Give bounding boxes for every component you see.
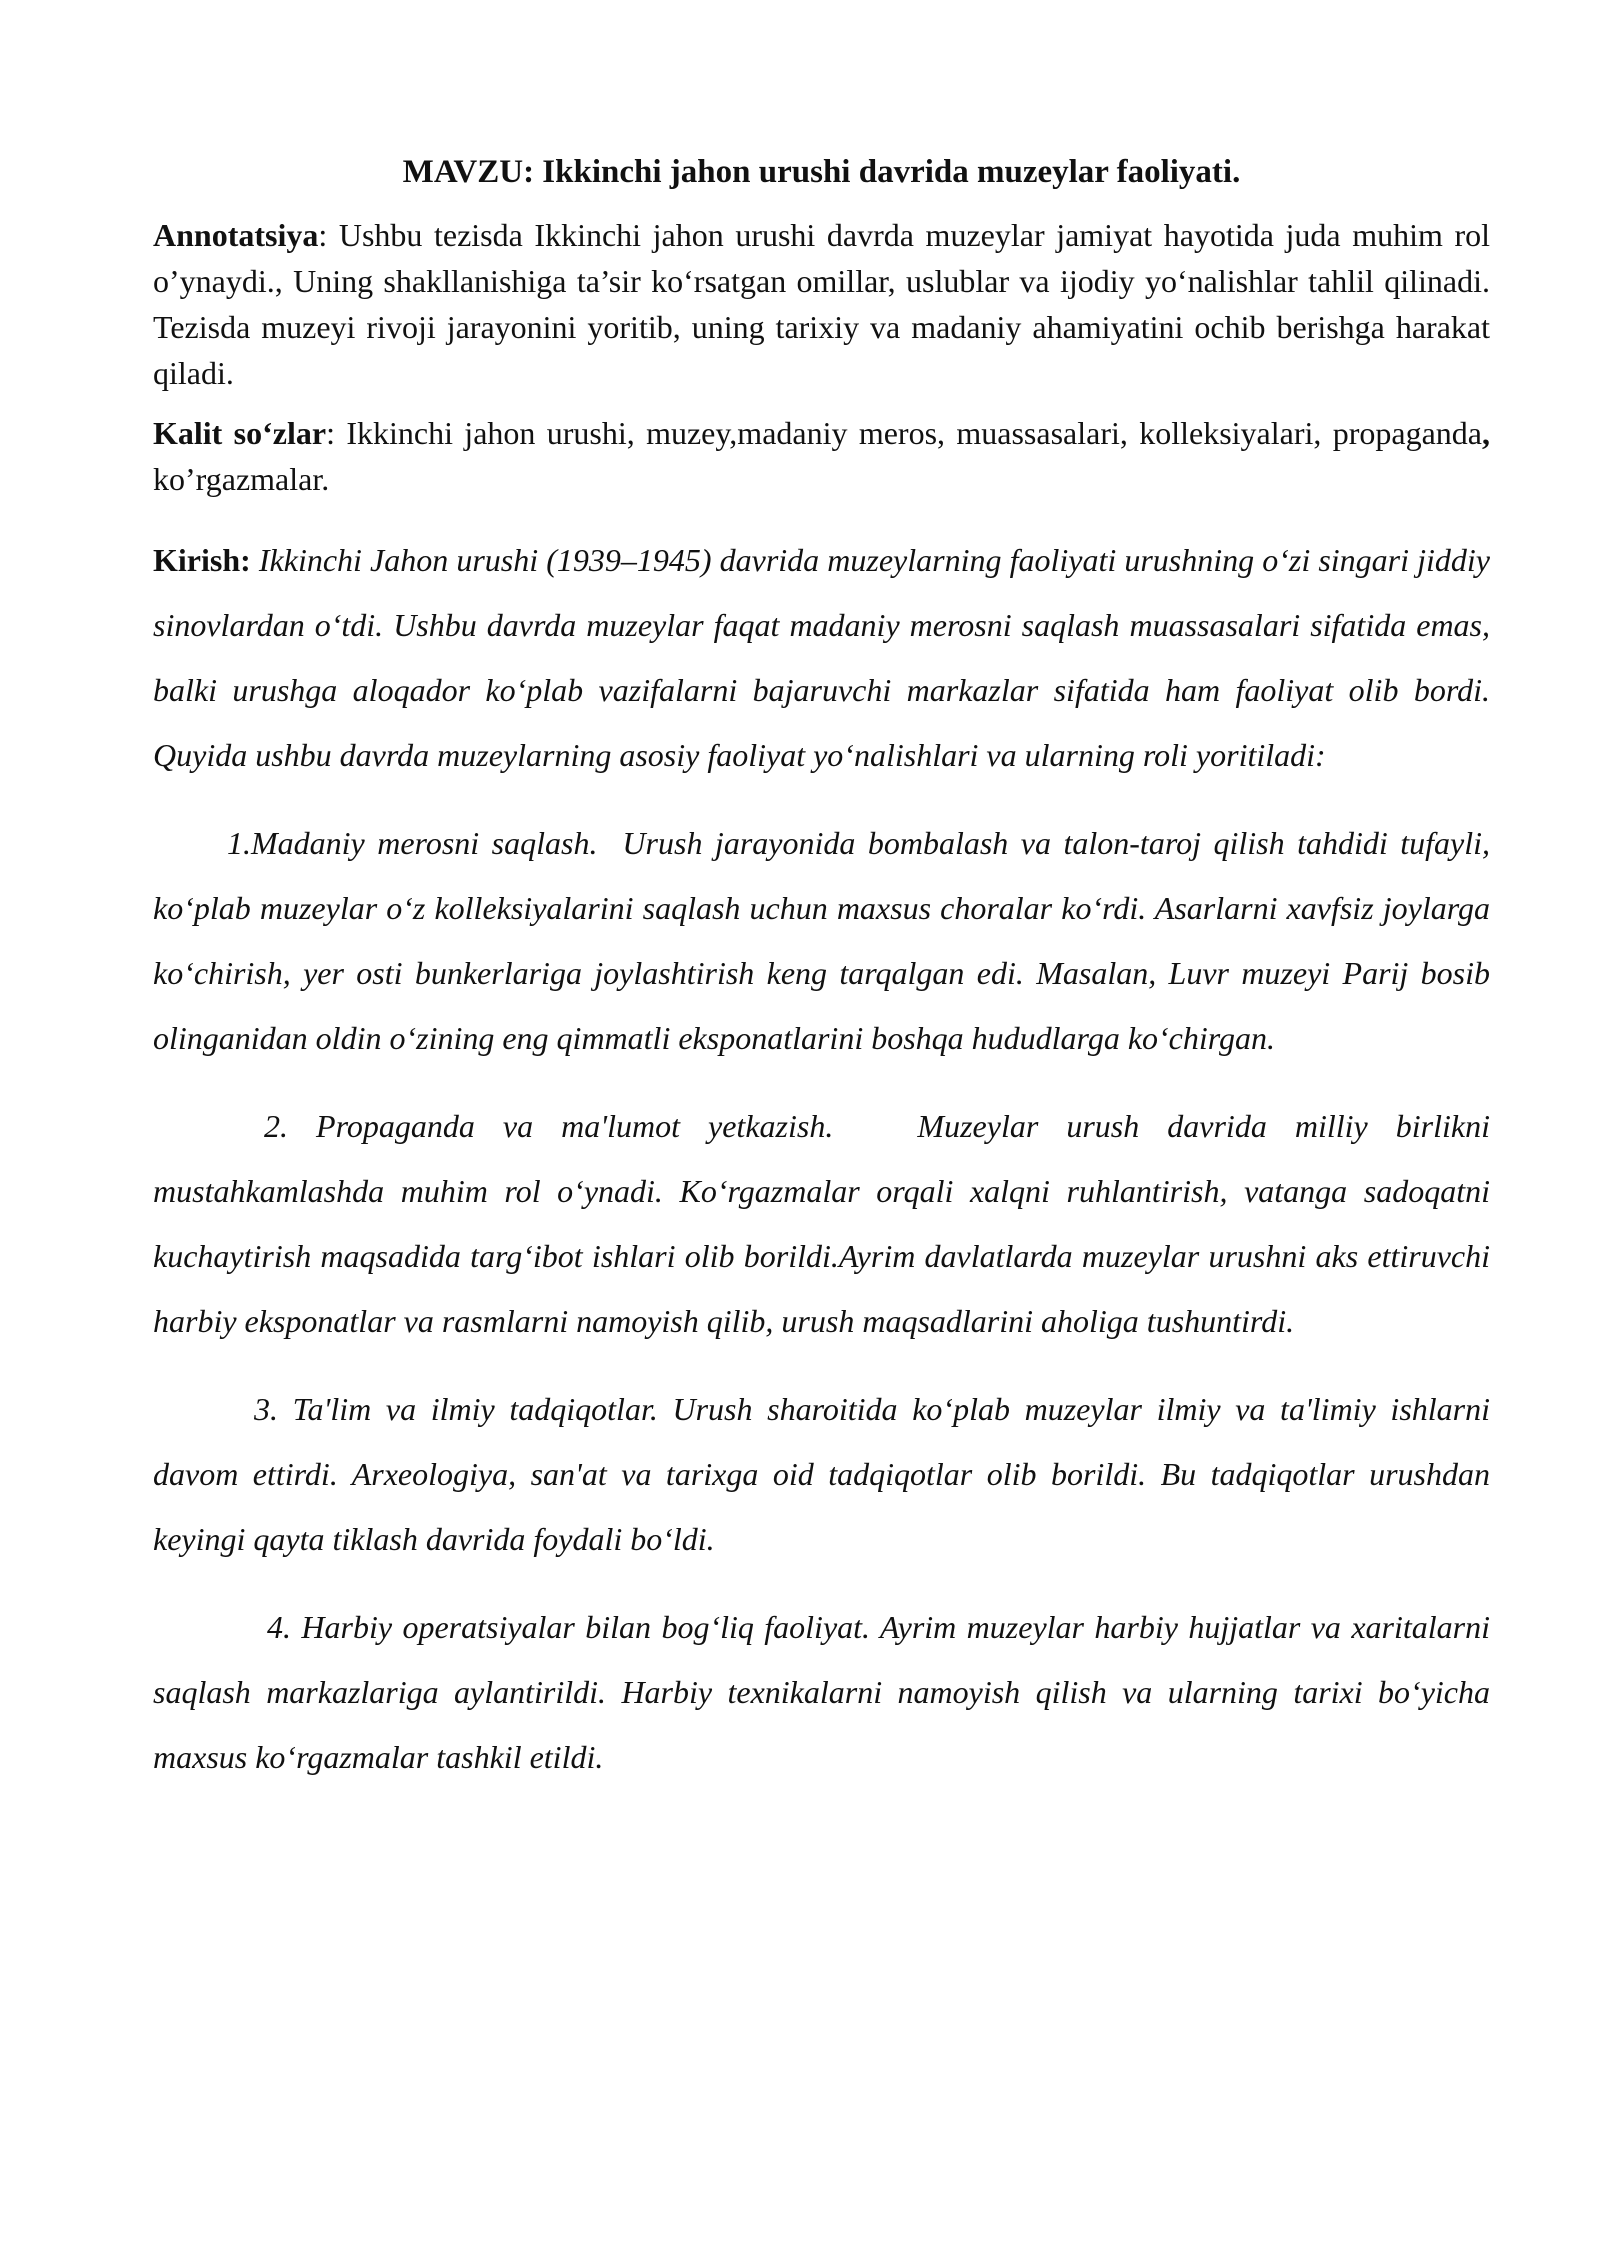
annotation-paragraph — [153, 212, 1498, 396]
keywords-label: Kalit soʻzlar — [153, 415, 327, 451]
keywords-text-1: : Ikkinchi jahon urushi, muzey,madaniy meros, muassasalari, kolleksiyalari, propaganda — [326, 415, 1482, 451]
intro-paragraph — [153, 528, 1498, 788]
section-propaganda-text: 2. Propaganda va ma'lumot yetkazish. Muzeylar urush davrida milliy birlikni mustahkamlashda muhim rol oʻynadi. Koʻrgazmalar orqali xalqni ruhlantirish, vatanga sadoqatni kuchaytirish maqsadida targʻibot ishlari olib borildi.Ayrim davlatlarda muzeylar urushni aks ettiruvchi harbiy eksponatlar va rasmlarni namoyish qilib, urush maqsadlarini aholiga tushuntirdi. — [153, 1108, 1498, 1339]
section-preservation-text: 1.Madaniy merosni saqlash. Urush jarayonida bombalash va talon-taroj qilish tahdidi tufayli, koʻplab muzeylar oʻz kolleksiyalarini saqlash uchun maxsus choralar koʻrdi. Asarlarni xavfsiz joylarga koʻchirish, yer osti bunkerlariga joylashtirish keng tarqalgan edi. Masalan, Luvr muzeyi Parij bosib olinganidan oldin oʻzining eng qimmatli eksponatlarini boshqa hududlarga koʻchirgan. — [153, 825, 1498, 1056]
annotation-label: Annotatsiya — [153, 217, 319, 253]
keywords-text-2: ko’rgazmalar. — [153, 415, 1498, 497]
section-education — [153, 1377, 1498, 1572]
keywords-paragraph — [153, 410, 1498, 502]
document-title: MAVZU: Ikkinchi jahon urushi davrida muzeylar faoliyati. — [402, 154, 1241, 190]
intro-text: Ikkinchi Jahon urushi (1939–1945) davrida muzeylarning faoliyati urushning oʻzi singari jiddiy sinovlardan oʻtdi. Ushbu davrda muzeylar faqat madaniy merosni saqlash muassasalari sifatida emas, balki urushga aloqador koʻplab vazifalarni bajaruvchi markazlar sifatida ham faoliyat olib bordi. Quyida ushbu davrda muzeylarning asosiy faoliyat yoʻnalishlari va ularning roli yoritiladi: — [153, 542, 1498, 773]
section-military-text: 4. Harbiy operatsiyalar bilan bogʻliq faoliyat. Ayrim muzeylar harbiy hujjatlar va xaritalarni saqlash markazlariga aylantirildi. Harbiy texnikalarni namoyish qilish va ularning tarixi boʻyicha maxsus koʻrgazmalar tashkil etildi. — [153, 1609, 1498, 1775]
keywords-comma: , — [1482, 415, 1490, 451]
intro-label: Kirish: — [153, 542, 251, 578]
section-preservation — [153, 811, 1498, 1071]
annotation-text: : Ushbu tezisda Ikkinchi jahon urushi davrda muzeylar jamiyat hayotida juda muhim rol o’ynaydi., Uning shakllanishiga ta’sir koʻrsatgan omillar, uslublar va ijodiy yoʻnalishlar tahlil qilinadi. Tezisda muzeyi rivoji jarayonini yoritib, uning tarixiy va madaniy ahamiyatini ochib berishga harakat qiladi. — [153, 217, 1498, 391]
section-propaganda — [153, 1094, 1498, 1354]
section-education-text: 3. Ta'lim va ilmiy tadqiqotlar. Urush sharoitida koʻplab muzeylar ilmiy va ta'limiy ishlarni davom ettirdi. Arxeologiya, san'at va tarixga oid tadqiqotlar olib borildi. Bu tadqiqotlar urushdan keyingi qayta tiklash davrida foydali boʻldi. — [153, 1391, 1498, 1557]
section-military — [153, 1595, 1498, 1790]
